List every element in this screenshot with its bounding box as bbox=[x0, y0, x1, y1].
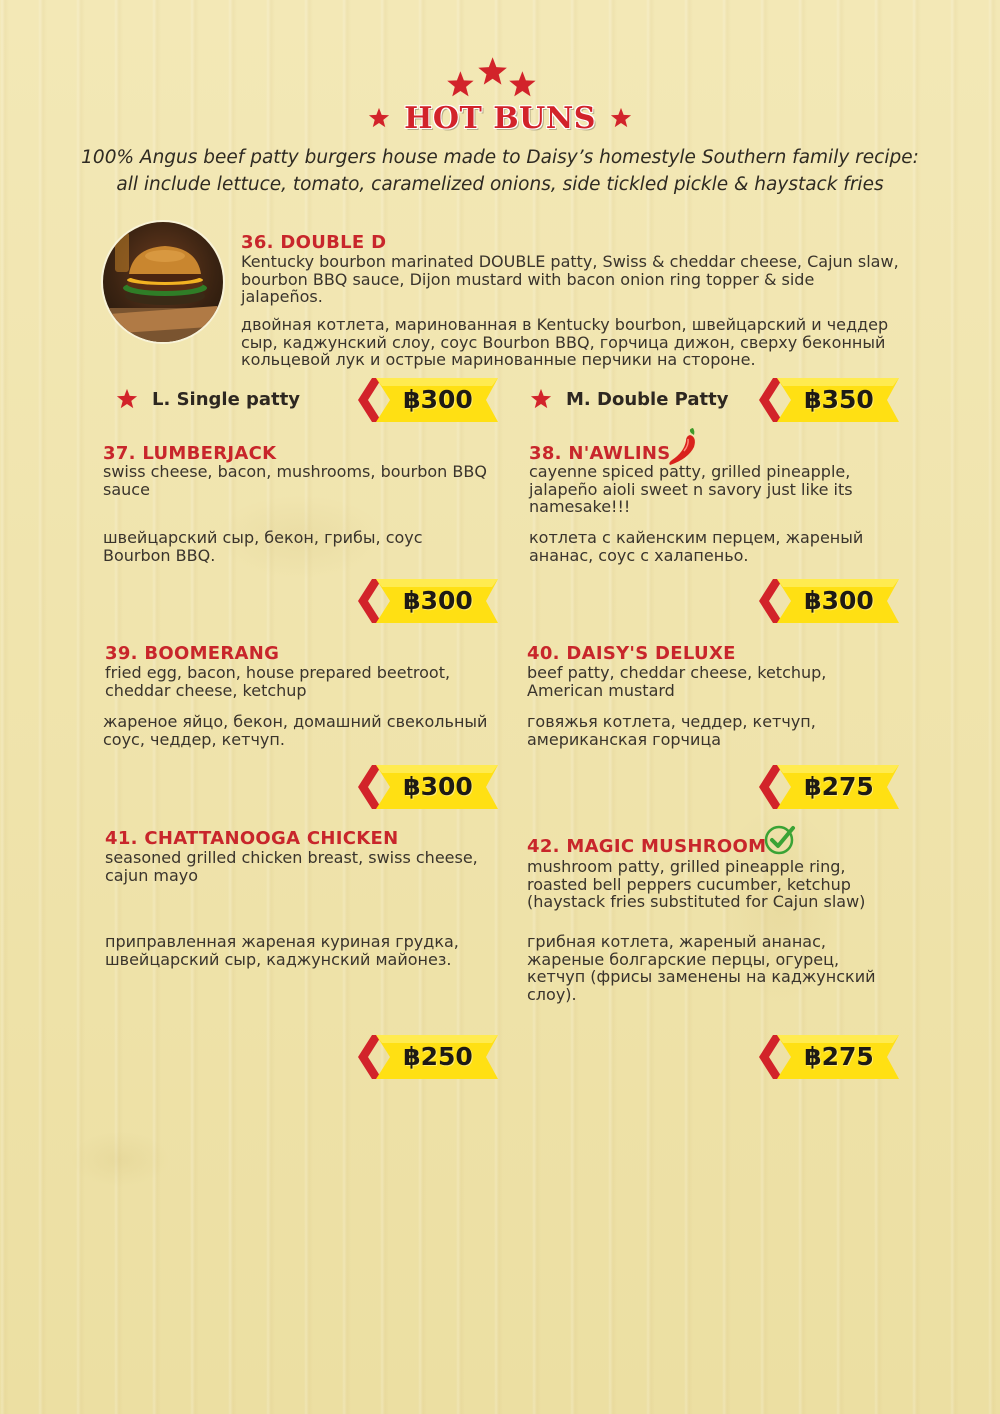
vegetarian-check-icon bbox=[763, 824, 799, 856]
item-desc-en: swiss cheese, bacon, mushrooms, bourbon BBQ sauce bbox=[103, 462, 487, 499]
price-value: ฿300 bbox=[403, 772, 473, 801]
title-row bbox=[300, 98, 700, 138]
price-value: ฿275 bbox=[804, 1042, 874, 1071]
page-title: HOT BUNS bbox=[404, 100, 596, 136]
size-option-label: M. Double Patty bbox=[566, 388, 729, 410]
item-desc-en: fried egg, bacon, house prepared beetroot, cheddar cheese, ketchup bbox=[105, 663, 451, 700]
price-tag bbox=[352, 763, 500, 811]
star-icon bbox=[530, 388, 552, 410]
price-value: ฿250 bbox=[403, 1042, 473, 1071]
size-option-label: L. Single patty bbox=[152, 388, 301, 410]
price-tag bbox=[753, 577, 901, 625]
price-tag bbox=[352, 577, 500, 625]
item-name-nawlins: 38. N'AWLINS bbox=[529, 443, 671, 464]
item-desc-ru: говяжья котлета, чеддер, кетчуп, американская горчица bbox=[527, 712, 816, 749]
price-value: ฿350 bbox=[804, 385, 874, 414]
price-tag bbox=[352, 376, 500, 424]
item-name-lumberjack: 37. LUMBERJACK bbox=[103, 443, 277, 464]
star-icon bbox=[610, 107, 632, 129]
price-tag bbox=[753, 1033, 901, 1081]
header-stars-icon bbox=[446, 56, 536, 100]
item-desc-ru: приправленная жареная куриная грудка, швейцарский сыр, каджунский майонез. bbox=[105, 932, 459, 969]
item-desc-en: seasoned grilled chicken breast, swiss cheese, cajun mayo bbox=[105, 848, 478, 885]
price-value: ฿300 bbox=[403, 385, 473, 414]
item-desc-en: Kentucky bourbon marinated DOUBLE patty, Swiss & cheddar cheese, Cajun slaw, bourbon BBQ sauce, Dijon mustard with bacon onion ring topper & side jalapeños. bbox=[241, 252, 899, 306]
star-icon bbox=[116, 388, 138, 410]
item-desc-ru: жареное яйцо, бекон, домашний свекольный соус, чеддер, кетчуп. bbox=[103, 712, 488, 749]
price-tag bbox=[753, 763, 901, 811]
price-value: ฿275 bbox=[804, 772, 874, 801]
size-option-single bbox=[116, 388, 300, 410]
item-name-double-d: 36. DOUBLE D bbox=[241, 232, 387, 253]
burger-photo bbox=[103, 222, 223, 342]
chili-pepper-icon bbox=[664, 427, 702, 467]
subtitle-line-2: all include lettuce, tomato, caramelized onions, side tickled pickle & haystack fries bbox=[116, 174, 884, 195]
menu-subtitle bbox=[80, 144, 920, 198]
item-desc-ru: котлета с кайенским перцем, жареный ананас, соус с халапеньо. bbox=[529, 528, 864, 565]
item-name-boomerang: 39. BOOMERANG bbox=[105, 643, 280, 664]
subtitle-line-1: 100% Angus beef patty burgers house made to Daisy’s homestyle Southern family recipe: bbox=[81, 147, 919, 168]
item-desc-en: mushroom patty, grilled pineapple ring, roasted bell peppers cucumber, ketchup (haystack fries substituted for Cajun slaw) bbox=[527, 857, 866, 911]
item-name-magic-mushroom: 42. MAGIC MUSHROOM bbox=[527, 836, 767, 857]
item-desc-en: cayenne spiced patty, grilled pineapple, jalapeño aioli sweet n savory just like its namesake!!! bbox=[529, 462, 853, 516]
size-option-double bbox=[530, 388, 728, 410]
item-desc-en: beef patty, cheddar cheese, ketchup, American mustard bbox=[527, 663, 827, 700]
item-desc-ru: грибная котлета, жареный ананас, жареные болгарские перцы, огурец, кетчуп (фрисы заменены на каджунский слоу). bbox=[527, 932, 876, 1004]
star-icon bbox=[368, 107, 390, 129]
price-tag bbox=[753, 376, 901, 424]
item-desc-ru: двойная котлета, маринованная в Kentucky bourbon, швейцарский и чеддер сыр, каджунский слоу, соус Bourbon BBQ, горчица дижон, сверху беконный кольцевой лук и острые маринованные перчики на стороне. bbox=[241, 315, 889, 369]
price-tag bbox=[352, 1033, 500, 1081]
item-name-daisys-deluxe: 40. DAISY'S DELUXE bbox=[527, 643, 736, 664]
item-desc-ru: швейцарский сыр, бекон, грибы, соус Bourbon BBQ. bbox=[103, 528, 423, 565]
price-value: ฿300 bbox=[403, 586, 473, 615]
price-value: ฿300 bbox=[804, 586, 874, 615]
item-name-chattanooga-chicken: 41. CHATTANOOGA CHICKEN bbox=[105, 828, 399, 849]
